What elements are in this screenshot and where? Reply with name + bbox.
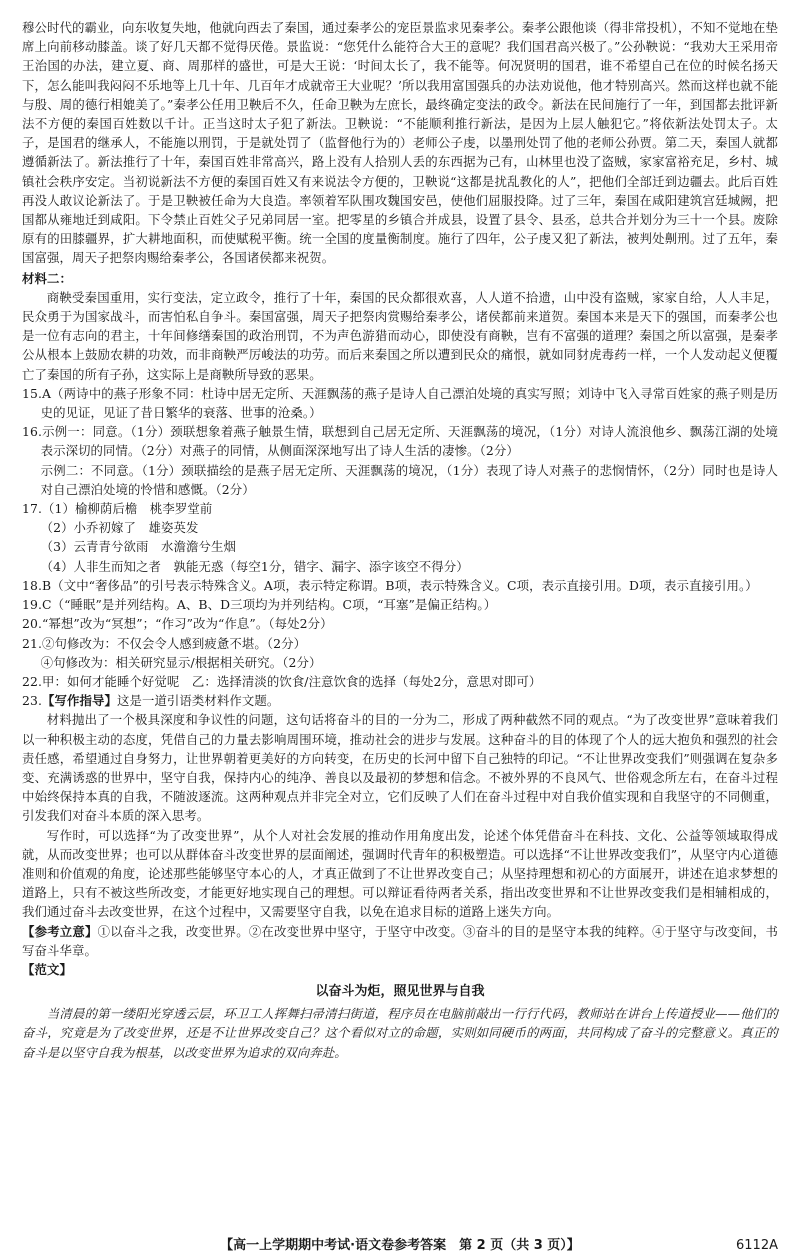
material-two-heading	[22, 269, 778, 288]
answer-key-page	[22, 18, 778, 1259]
answer-19: 19.C（“睡眠”是并列结构。A、B、D三项均为并列结构。C项，“耳塞”是偏正结构。）	[22, 597, 497, 613]
answer-17-line-2: （2）小乔初嫁了 雄姿英发	[40, 520, 199, 536]
writing-guide-paragraph-1: 材料抛出了一个极具深度和争议性的问题，这句话将奋斗的目的一分为二，形成了两种截然不同的观点。“为了改变世界”意味着我们以一种积极主动的态度，凭借自己的力量去影响周围环境，推动社会的进步与发展。这种奋斗的目的体现了个人的远大抱负和强烈的社会责任感，希望通过自身努力，让世界朝着更美好的方向转变，在历史的长河中留下自己独特的印记。“不让世界改变我们”则强调在复杂多变、充满诱惑的世界中，坚守自我，保持内心的纯净、善良以及最初的梦想和信念。不被外界的不良风气、世俗观念所左右，在奋斗过程中始终保持本真的自我，不随波逐流。这两种观点并非完全对立，它们反映了人们在奋斗过程中对自我价值实现和自我坚守的不同侧重，引发我们对奋斗本质的深入思考。	[22, 712, 778, 824]
reference-theme-label: 【参考立意】	[22, 923, 98, 939]
answer-18: 18.B（文中“奢侈品”的引号表示特殊含义。A项，表示特定称谓。B项，表示特殊含义。C项，表示直接引用。D项，表示直接引用。）	[22, 577, 758, 593]
answer-22: 22.甲：如何才能睡个好觉呢 乙：选择清淡的饮食/注意饮食的选择（每处2分，意思对即可）	[22, 673, 542, 689]
answer-15: 15.A（两诗中的燕子形象不同：杜诗中居无定所、天涯飘荡的燕子是诗人自己漂泊处境的真实写照；刘诗中飞入寻常百姓家的燕子则是历史的见证，见证了昔日繁华的衰落、世事的沧桑。）	[22, 385, 778, 421]
answer-20: 20.“幂想”改为“冥想”；“作习”改为“作息”。（每处2分）	[22, 616, 333, 632]
sample-essay-heading	[22, 960, 778, 979]
writing-guide-label: 【写作指导】	[42, 693, 117, 709]
footer-page-info: 【高一上学期期中考试·语文卷参考答案 第 2 页（共 3 页）】	[220, 1238, 580, 1253]
footer-paper-code: 6112A	[736, 1238, 778, 1253]
answer-21-sentence-4: ④句修改为：相关研究显示/根据相关研究。（2分）	[40, 654, 322, 670]
sample-essay-paragraph: 当清晨的第一缕阳光穿透云层，环卫工人挥舞扫帚清扫街道，程序员在电脑前敲出一行行代码，教师站在讲台上传道授业——他们的奋斗，究竟是为了改变世界，还是不让世界改变自己？这个看似对立的命题，实则如同硬币的两面，共同构成了奋斗的完整意义。真正的奋斗是以坚守自我为根基，以改变世界为追求的双向奔赴。	[22, 1006, 778, 1060]
material-two-paragraph: 商鞅受秦国重用，实行变法，定立政令，推行了十年，秦国的民众都很欢喜，人人道不拾遗，山中没有盗贼，家家自给，人人丰足，民众勇于为国家战斗，而害怕私自争斗。秦国富强，周天子把祭肉赏赐给秦孝公，诸侯都前来道贺。秦国本来是天下的强国，而秦孝公也是一位有志向的君主，十年间修缮秦国的政治刑罚，不为声色游猎而动心，即使没有商鞅，岂有不富强的道理？秦国之所以富强，是秦孝公从根本上鼓励农耕的功效，而非商鞅严厉峻法的功劳。而后来秦国之所以遭到民众的痛恨，就如同豺虎毒药一样，一个人发动起义便覆亡了秦国的所有子孙，这实际上是商鞅所导致的恶果。	[22, 289, 778, 382]
page-footer	[22, 1233, 778, 1259]
material-two-label: 材料二：	[22, 270, 72, 286]
sample-essay-label: 【范文】	[22, 961, 72, 977]
answer-16-example-one: 16.示例一：同意。（1分）颈联想象着燕子触景生情，联想到自己居无定所、天涯飘荡的境况，（1分）对诗人流浪他乡、飘荡江湖的处境表示深切的同情。（2分）对燕子的同情，从侧面深深地写出了诗人生活的凄惨。（2分）	[22, 424, 778, 459]
reference-theme	[22, 922, 778, 960]
writing-guide-intro: 这是一道引语类材料作文题。	[116, 693, 280, 709]
material-one-continued: 穆公时代的霸业，向东收复失地，他就向西去了秦国，通过秦孝公的宠臣景监求见秦孝公。秦孝公跟他谈（得非常投机），不知不觉地在垫席上向前移动膝盖。谈了好几天都不觉得厌倦。景监说：“您凭什么能符合大王的意呢？我们国君高兴极了。”公孙鞅说：“我劝大王采用帝王治国的办法，建立夏、商、周那样的盛世，可是大王说：‘时间太长了，我不能等。何况贤明的国君，谁不希望自己在位的时候名扬天下，怎么能叫我闷闷不乐地等上几十年、几百年才成就帝王大业呢？’所以我用富国强兵的办法劝说他，他才特别高兴。然而这样也就不能与殷、周的德行相媲美了。”秦孝公任用卫鞅后不久，任命卫鞅为左庶长，最终确定变法的政令。新法在民间施行了一年，到国都去批评新法不方便的秦国百姓数以千计。正当这时太子犯了新法。卫鞅说：“不能顺利推行新法，是因为上层人触犯它。”将依新法处罚太子。太子，是国君的继承人，不能施以刑罚，于是就处罚了（监督他行为的）老师公子虔，以墨刑处罚了他的老师公孙贾。第二天，秦国人就都遵循新法了。新法推行了十年，秦国百姓非常高兴，路上没有人拾别人丢的东西据为己有，山林里也没了盗贼，家家富裕充足，乡村、城镇社会秩序安定。当初说新法不方便的秦国百姓又有来说法令方便的，卫鞅说“这都是扰乱教化的人”，把他们全部迁到边疆去。此后百姓再没人敢议论新法了。于是卫鞅被任命为大良造。率领着军队围攻魏国安邑，使他们屈服投降。过了三年，秦国在咸阳建筑宫廷城阙，把国都从雍地迁到咸阳。下令禁止百姓父子兄弟同居一室。把零星的乡镇合并成县，设置了县令、县丞，总共合并划分为三十一个县。废除原有的田膝疆界，扩大耕地面积，而使赋税平衡。统一全国的度量衡制度。施行了四年，公子虔又犯了新法，被判处劓刑。过了五年，秦国富强，周天子把祭肉赐给秦孝公，各国诸侯都来祝贺。	[22, 20, 778, 266]
answer-23-heading: 23.【写作指导】这是一道引语类材料作文题。	[22, 693, 280, 709]
answer-16-example-two: 示例二：不同意。（1分）颈联描绘的是燕子居无定所、天涯飘荡的境况，（1分）表现了诗人对燕子的悲悯情怀，（2分）同时也是诗人对自己漂泊处境的怜惜和感慨。（2分）	[40, 462, 778, 497]
writing-guide-paragraph-2: 写作时，可以选择“为了改变世界”，从个人对社会发展的推动作用角度出发，论述个体凭借奋斗在科技、文化、公益等领域取得成就，从而改变世界；也可以从群体奋斗改变世界的层面阐述，强调时代青年的积极塑造。可以选择“不让世界改变我们”，从坚守内心道德准则和价值观的角度，论述那些能够坚守本心的人，才真正做到了不让世界改变自己；从坚持理想和初心的方面展开，讲述在追求梦想的道路上，只有不被这些所改变，才能更好地实现自己的理想。可以辩证看待两者关系，指出改变世界和不让世界改变我们是相辅相成的，我们通过奋斗去改变世界，在这个过程中，又需要坚守自我，以免在追求目标的道路上迷失方向。	[22, 827, 778, 920]
answer-17-line-1: 17.（1）榆柳荫后檐 桃李罗堂前	[22, 501, 213, 517]
reference-theme-text: ①以奋斗之我，改变世界。②在改变世界中坚守，于坚守中改变。③奋斗的目的是坚守本我的纯粹。④于坚守与改变间，书写奋斗华章。	[22, 923, 778, 958]
answer-17-line-4: （4）人非生而知之者 孰能无惑（每空1分，错字、漏字、添字该空不得分）	[40, 558, 469, 574]
sample-essay-title: 以奋斗为炬，照见世界与自我	[315, 984, 485, 1000]
answer-21-sentence-2: 21.②句修改为：不仅会令人感到疲惫不堪。（2分）	[22, 635, 307, 651]
answer-17-line-3: （3）云青青兮欲雨 水澹澹兮生烟	[40, 539, 236, 555]
